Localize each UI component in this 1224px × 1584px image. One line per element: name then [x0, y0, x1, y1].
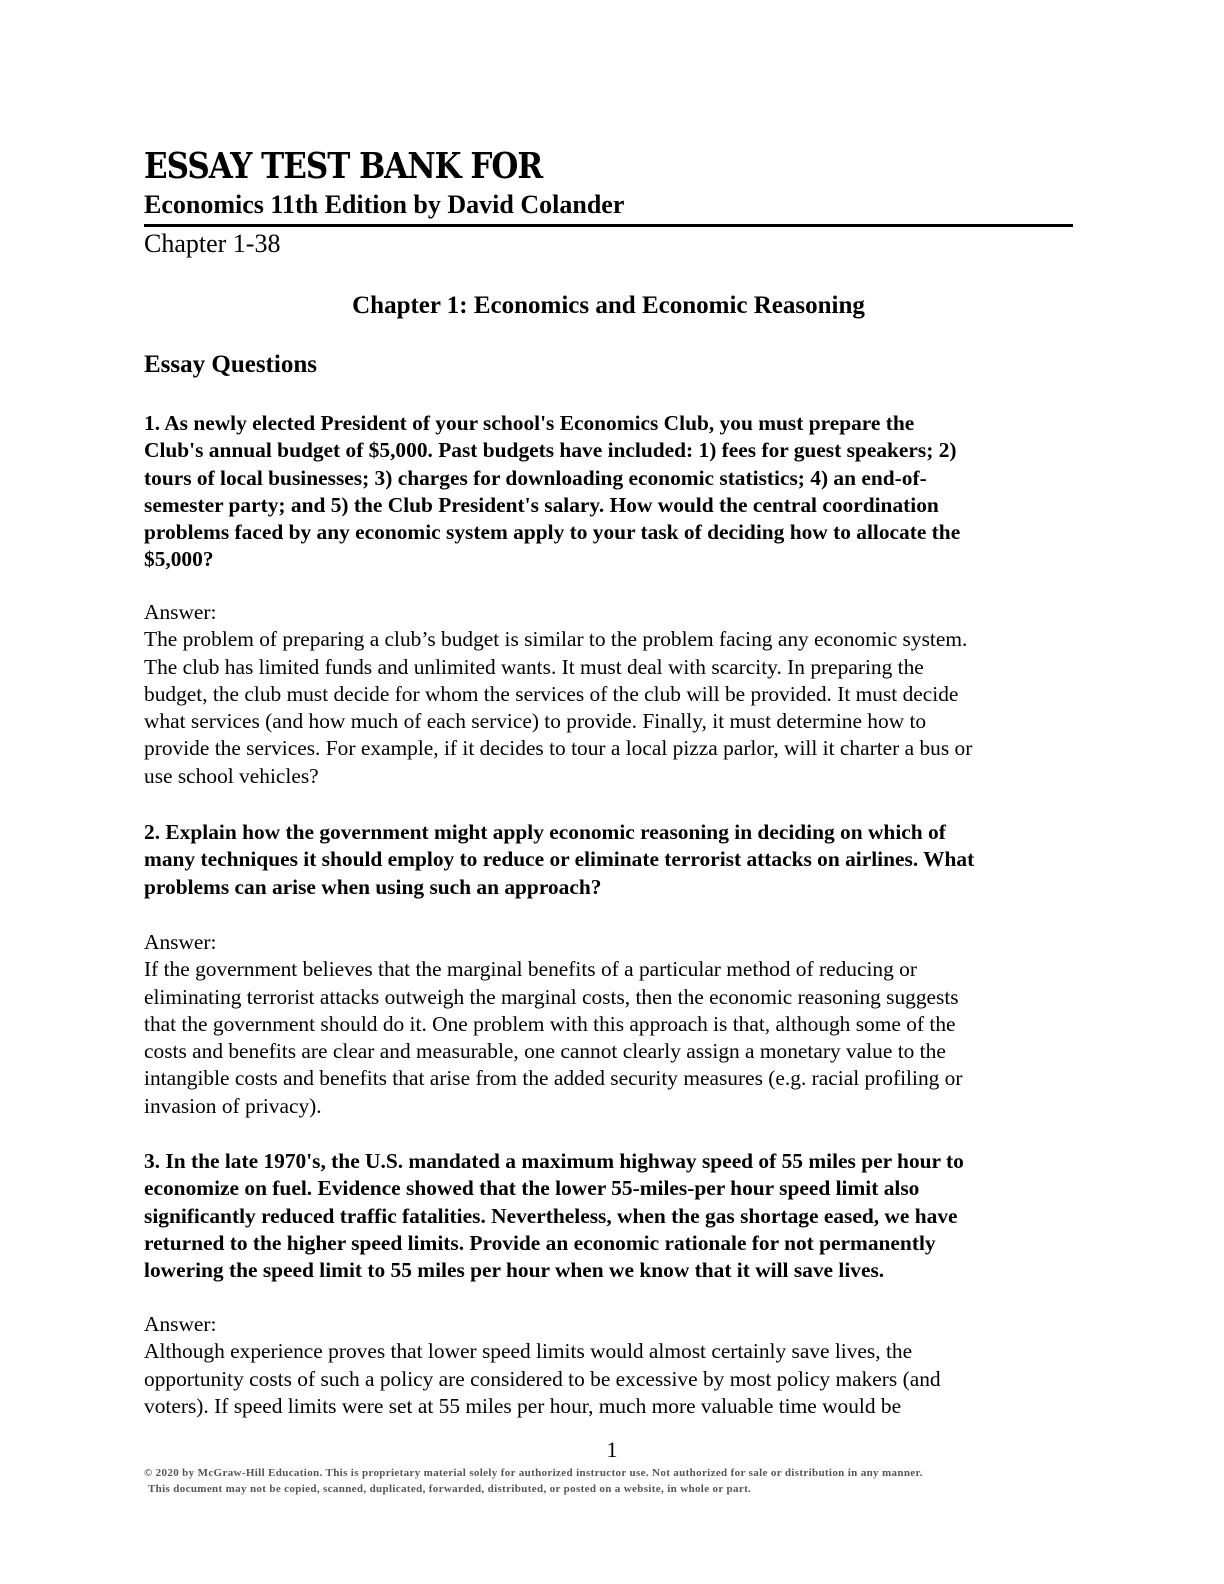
copyright-footer-line1: © 2020 by McGraw-Hill Education. This is proprietary material solely for authorized instructor use. Not authorized for sale or distribution in any manner. — [144, 1467, 923, 1479]
page-number: 1 — [606, 1437, 618, 1462]
text-line: what services (and how much of each service) to provide. Finally, it must determine how to — [144, 709, 927, 734]
text-line: costs and benefits are clear and measurable, one cannot clearly assign a monetary value to the — [144, 1039, 946, 1064]
copyright-footer-line2: This document may not be copied, scanned, duplicated, forwarded, distributed, or posted on a website, in whole or part. — [148, 1483, 752, 1495]
text-line: 2. Explain how the government might apply economic reasoning in deciding on which of — [144, 820, 946, 844]
text-line: many techniques it should employ to reduce or eliminate terrorist attacks on airlines. What — [144, 847, 975, 872]
text-line: 3. In the late 1970's, the U.S. mandated a maximum highway speed of 55 miles per hour to — [144, 1149, 964, 1173]
text-line: The club has limited funds and unlimited wants. It must deal with scarcity. In preparing the — [144, 654, 924, 679]
text-line: The problem of preparing a club’s budget is similar to the problem facing any economic system. — [144, 627, 968, 652]
essay-question — [144, 1148, 1084, 1284]
answer-label: Answer: — [144, 600, 217, 624]
text-line: intangible costs and benefits that arise from the added security measures (e.g. racial profiling or — [144, 1066, 963, 1091]
text-line: eliminating terrorist attacks outweigh the marginal costs, then the economic reasoning suggests — [144, 984, 959, 1009]
text-line: invasion of privacy). — [144, 1093, 322, 1118]
text-line: $5,000? — [144, 547, 214, 572]
answer-label: Answer: — [144, 930, 217, 954]
chapter-range: Chapter 1-38 — [144, 229, 281, 258]
text-line: Club's annual budget of $5,000. Past budgets have included: 1) fees for guest speakers; 2) — [144, 438, 957, 463]
text-line: 1. As newly elected President of your school's Economics Club, you must prepare the — [144, 411, 915, 435]
text-line: problems can arise when using such an approach? — [144, 874, 602, 899]
text-line: problems faced by any economic system apply to your task of deciding how to allocate the — [144, 520, 961, 545]
header-divider — [144, 224, 1073, 227]
text-line: opportunity costs of such a policy are considered to be excessive by most policy makers (and — [144, 1366, 941, 1391]
section-heading: Essay Questions — [144, 351, 317, 378]
text-line: returned to the higher speed limits. Provide an economic rationale for not permanently — [144, 1230, 936, 1255]
essay-question — [144, 819, 1084, 901]
text-line: If the government believes that the marginal benefits of a particular method of reducing or — [144, 957, 917, 982]
answer-label: Answer: — [144, 1312, 217, 1336]
text-line: lowering the speed limit to 55 miles per hour when we know that it will save lives. — [144, 1258, 885, 1283]
text-line: economize on fuel. Evidence showed that the lower 55-miles-per hour speed limit also — [144, 1176, 920, 1201]
answer-text — [144, 1311, 1084, 1420]
text-line: budget, the club must decide for whom the services of the club will be provided. It must decide — [144, 681, 959, 706]
answer-text — [144, 599, 1084, 790]
text-line: significantly reduced traffic fatalities. Nevertheless, when the gas shortage eased, we have — [144, 1203, 958, 1228]
text-line: use school vehicles? — [144, 763, 319, 788]
text-line: provide the services. For example, if it decides to tour a local pizza parlor, will it charter a bus or — [144, 736, 973, 761]
essay-question — [144, 410, 1084, 574]
book-subtitle: Economics 11th Edition by David Colander — [144, 190, 625, 219]
text-line: that the government should do it. One problem with this approach is that, although some of the — [144, 1011, 956, 1036]
text-line: Although experience proves that lower speed limits would almost certainly save lives, the — [144, 1339, 913, 1364]
text-line: tours of local businesses; 3) charges for downloading economic statistics; 4) an end-of- — [144, 465, 927, 490]
text-line: semester party; and 5) the Club President's salary. How would the central coordination — [144, 492, 939, 517]
chapter-heading: Chapter 1: Economics and Economic Reasoning — [352, 292, 865, 319]
banner-title: ESSAY TEST BANK FOR — [144, 146, 543, 188]
text-line: voters). If speed limits were set at 55 miles per hour, much more valuable time would be — [144, 1393, 902, 1418]
answer-text — [144, 929, 1084, 1120]
